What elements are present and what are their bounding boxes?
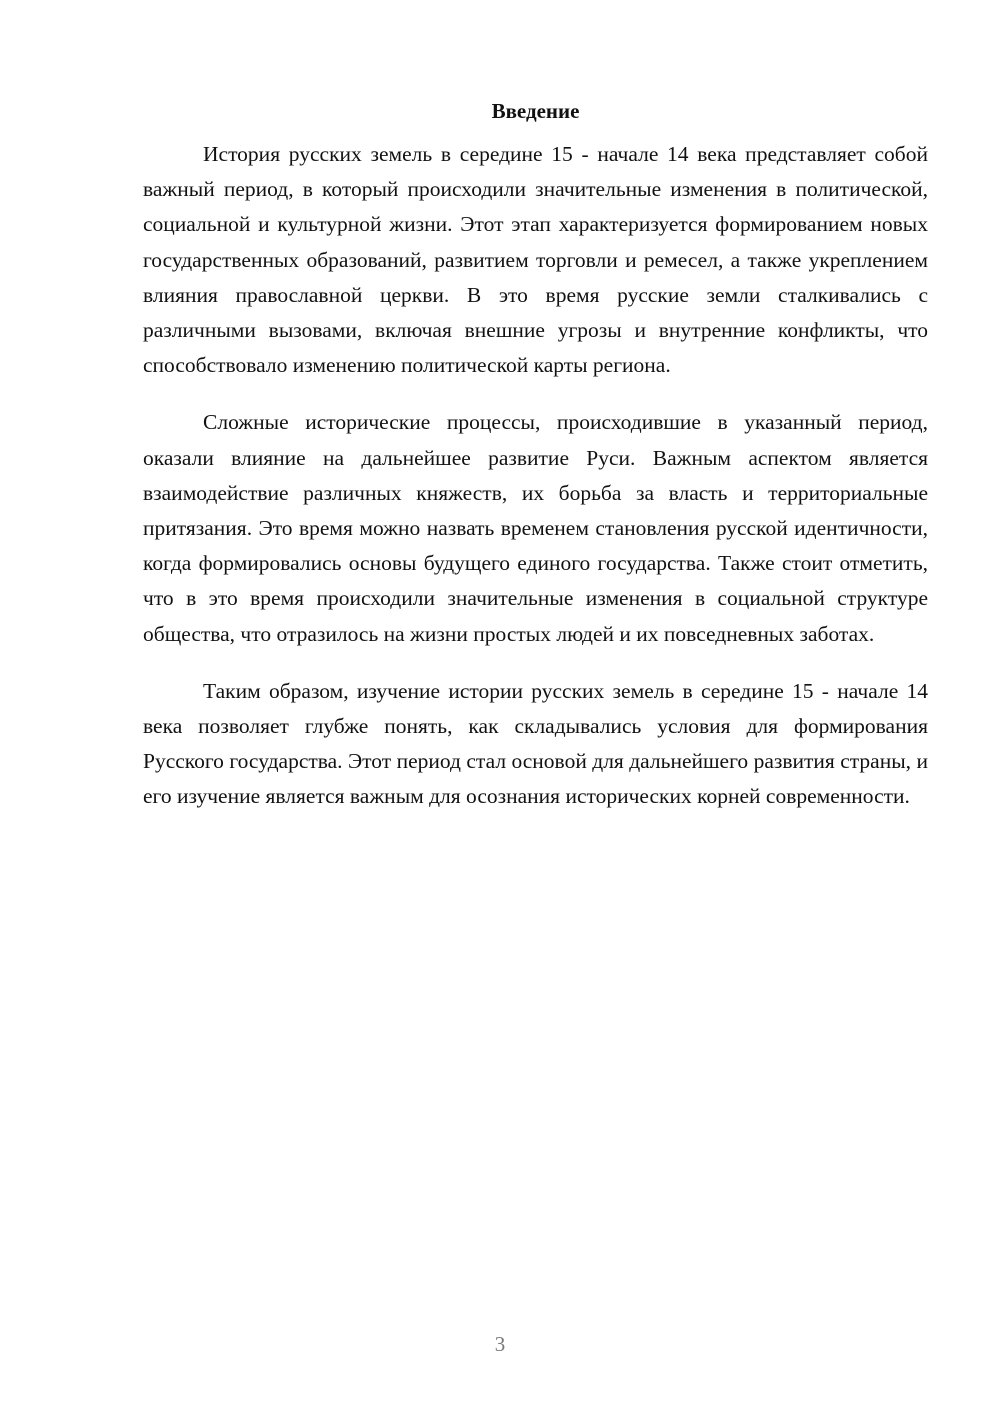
section-heading: Введение <box>491 99 580 123</box>
paragraph-2: Сложные исторические процессы, происходившие в указанный период, оказали влияние на дальнейшее развитие Руси. Важным аспектом является взаимодействие различных княжеств, их борьба за власть и территориальные притязания. Это время можно назвать временем становления русской идентичности, когда формировались основы будущего единого государства. Также стоит отметить, что в это время происходили значительные изменения в социальной структуре общества, что отразилось на жизни простых людей и их повседневных заботах. <box>143 410 928 646</box>
page-content <box>143 97 928 837</box>
page-number: 3 <box>494 1332 506 1356</box>
paragraph-1: История русских земель в середине 15 - начале 14 века представляет собой важный период, в который происходили значительные изменения в политической, социальной и культурной жизни. Этот этап характеризуется формированием новых государственных образований, развитием торговли и ремесел, а также укреплением влияния православной церкви. В это время русские земли сталкивались с различными вызовами, включая внешние угрозы и внутренние конфликты, что способствовало изменению политической карты региона. <box>143 142 928 378</box>
paragraph-3: Таким образом, изучение истории русских земель в середине 15 - начале 14 века позволяет глубже понять, как складывались условия для формирования Русского государства. Этот период стал основой для дальнейшего развития страны, и его изучение является важным для осознания исторических корней современности. <box>143 678 928 809</box>
